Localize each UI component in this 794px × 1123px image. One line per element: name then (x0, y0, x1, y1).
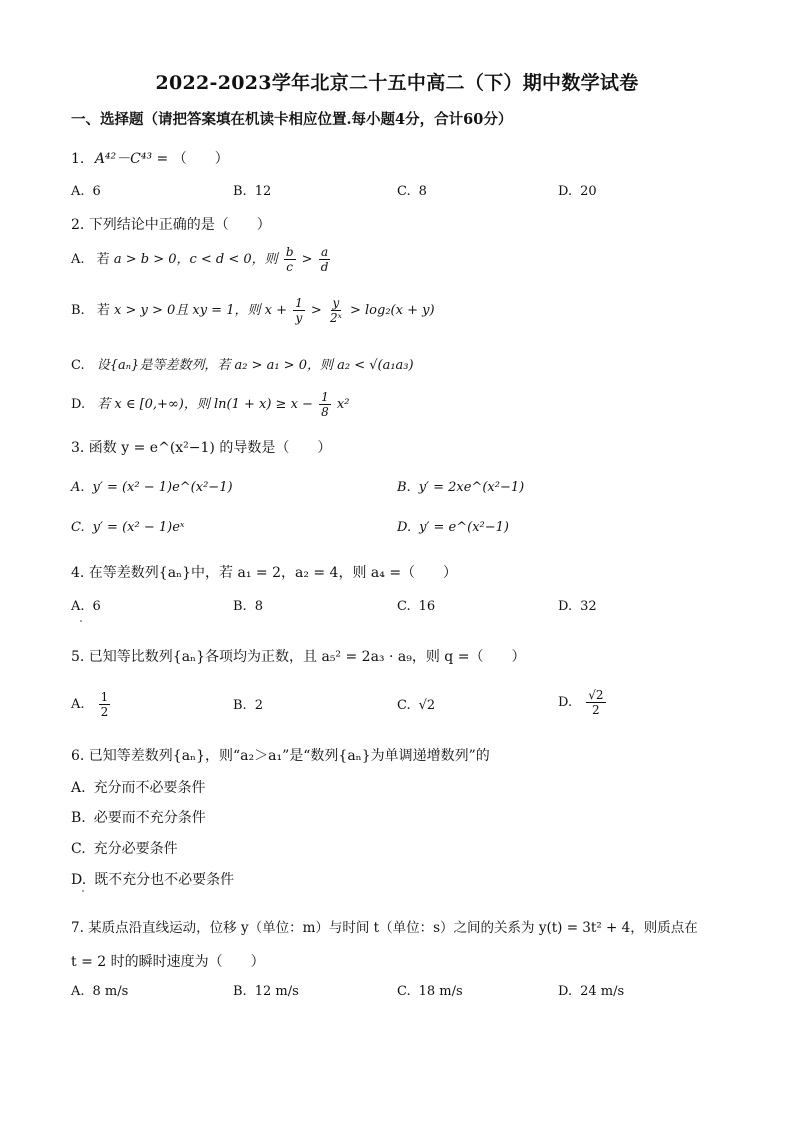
option-c[interactable]: C. 充分必要条件 (71, 841, 178, 857)
answer-paren: （ ） (172, 151, 229, 167)
option-a[interactable]: A. 若 a > b > 0，c < d < 0，则 $\frac{b}{c}$ > $\frac{a}{d}$ (71, 245, 329, 274)
section-heading: 一、选择题（请把答案填在机读卡相应位置.每小题4分，合计60分） (71, 111, 513, 128)
fraction: $\frac{a}{d}$ (320, 245, 329, 274)
option-a[interactable]: A. $\frac{1}{2}$ (71, 690, 109, 719)
fraction: $\frac{b}{c}$ (285, 245, 294, 274)
fraction: $\frac{y}{\text{2ˣ}}$ (329, 296, 342, 325)
option-c[interactable]: C. 设{aₙ}是等差数列，若 a₂ > a₁ > 0，则 a₂ < √(a₁a₃) (71, 358, 414, 373)
question-2: 2. 下列结论中正确的是（ ） (71, 217, 271, 233)
option-b[interactable]: B. 2 (233, 698, 263, 713)
question-5: 5. 已知等比数列{aₙ}各项均为正数，且 a₅² = 2a₃ · a₉，则 q =（ ） (71, 649, 526, 665)
option-c[interactable]: C. 16 (397, 599, 436, 614)
option-d[interactable]: D. 若 x ∈ [0,+∞)，则 ln(1 + x) ≥ x − $\frac{1}{8}$ x² (71, 390, 350, 419)
option-d[interactable]: D. 20 (558, 184, 597, 199)
fraction: $\frac{1}{2}$ (100, 690, 109, 719)
option-d[interactable]: D. $\frac{√2}{2}$ (558, 688, 604, 717)
option-d[interactable]: D. 32 (558, 599, 597, 614)
fraction: $\frac{1}{y}$ (295, 296, 303, 325)
option-a[interactable]: A. 6 (71, 599, 101, 614)
option-b[interactable]: B. 8 (233, 599, 263, 614)
option-a[interactable]: A. 6 (71, 184, 101, 199)
question-number: 1. (71, 151, 85, 167)
stray-dot (80, 620, 82, 622)
question-7-line-1: 7. 某质点沿直线运动，位移 y（单位：m）与时间 t（单位：s）之间的关系为 y(t) = 3t² + 4，则质点在 (71, 920, 698, 936)
option-c[interactable]: C. y′ = (x² − 1)eˣ (71, 520, 185, 535)
fraction: $\frac{1}{8}$ (321, 390, 329, 419)
option-c[interactable]: C. √2 (397, 698, 436, 713)
fraction: $\frac{√2}{2}$ (588, 688, 604, 717)
question-4: 4. 在等差数列{aₙ}中，若 a₁ = 2，a₂ = 4，则 a₄ =（ ） (71, 565, 458, 581)
option-d[interactable]: D. 24 m/s (558, 984, 625, 999)
page-title: 2022-2023学年北京二十五中高二（下）期中数学试卷 (155, 72, 639, 94)
option-b[interactable]: B. 必要而不充分条件 (71, 810, 206, 826)
question-7-line-2: t = 2 时的瞬时速度为（ ） (71, 954, 265, 970)
option-d[interactable]: D. y′ = e^(x²−1) (397, 520, 509, 535)
option-b[interactable]: B. 12 m/s (233, 984, 299, 999)
option-b[interactable]: B. 若 x > y > 0且 xy = 1，则 x + $\frac{1}{y}$ > $\frac{y}{\text{2ˣ}}$ > log₂(x + y) (71, 296, 435, 325)
question-6: 6. 已知等差数列{aₙ}，则“a₂＞a₁”是“数列{aₙ}为单调递增数列”的 (71, 748, 490, 764)
option-b[interactable]: B. 12 (233, 184, 272, 199)
option-a[interactable]: A. 充分而不必要条件 (71, 780, 206, 796)
question-1 (71, 148, 229, 168)
option-d[interactable]: D. 既不充分也不必要条件 (71, 872, 235, 888)
question-3: 3. 函数 y = e^(x²−1) 的导数是（ ） (71, 440, 332, 456)
option-c[interactable]: C. 8 (397, 184, 427, 199)
option-a[interactable]: A. y′ = (x² − 1)e^(x²−1) (71, 480, 233, 495)
stray-dot (82, 890, 84, 892)
question-expression: A⁴²－C⁴³ = (94, 151, 169, 167)
option-a[interactable]: A. 8 m/s (71, 984, 129, 999)
option-c[interactable]: C. 18 m/s (397, 984, 463, 999)
option-b[interactable]: B. y′ = 2xe^(x²−1) (397, 480, 525, 495)
